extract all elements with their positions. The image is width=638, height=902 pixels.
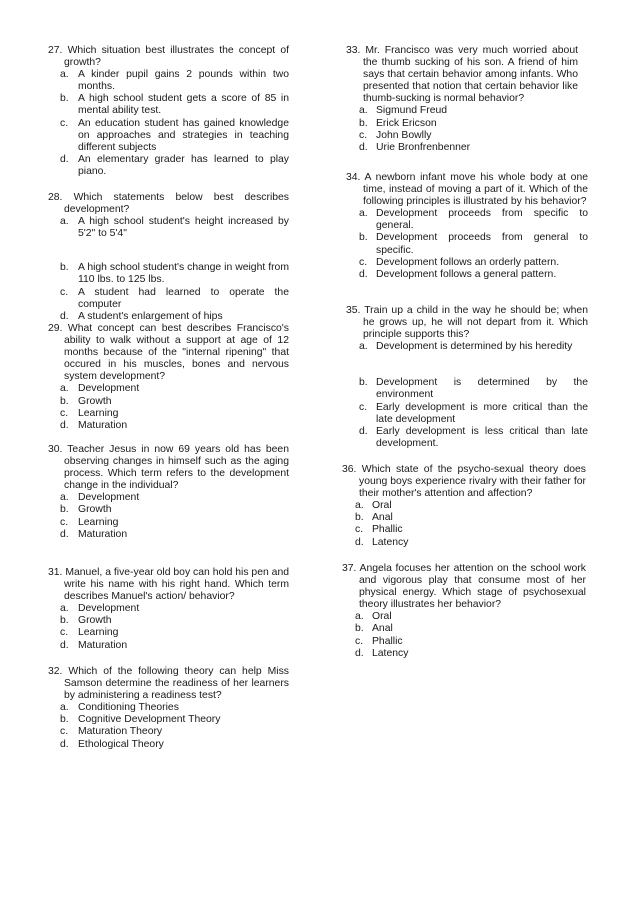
option-text: Development is determined by his heredity [376,341,573,353]
option-letter: d. [60,153,69,165]
option-letter: a. [60,702,69,714]
option-text: Development is determined by the environment [376,377,588,401]
option-letter: c. [60,117,69,129]
option-text: Ethological Theory [78,738,164,750]
option-text: Maturation Theory [78,726,163,738]
option-a[interactable] [48,216,289,240]
option-b[interactable] [342,512,586,524]
option-text: Oral [372,611,392,623]
option-letter: c. [359,256,368,268]
option-b[interactable] [48,93,289,117]
option-b[interactable] [346,118,578,130]
option-b[interactable] [346,232,588,256]
option-text: Maturation [78,419,128,431]
option-d[interactable] [346,269,588,281]
option-a[interactable] [342,500,586,512]
option-c[interactable] [342,524,586,536]
option-text: Growth [78,395,112,407]
option-letter: b. [60,714,69,726]
question-27 [48,45,289,178]
option-letter: c. [60,726,69,738]
option-text: Growth [78,615,112,627]
option-text: Urie Bronfrenbenner [376,141,471,153]
option-a[interactable] [346,105,578,117]
option-c[interactable] [48,517,289,529]
option-letter: a. [355,611,364,623]
option-c[interactable] [48,118,289,154]
option-letter: d. [60,639,69,651]
option-text: Development proceeds from general to specific. [376,232,588,256]
option-d[interactable] [48,420,289,432]
option-letter: a. [60,69,69,81]
option-b[interactable] [48,396,289,408]
option-text: Oral [372,500,392,512]
option-text: An education student has gained knowledge on approaches and strategies in teaching different subjects [78,117,289,153]
option-letter: c. [359,401,368,413]
option-text: Learning [78,627,119,639]
option-letter: b. [359,232,368,244]
option-text: Learning [78,407,119,419]
option-c[interactable] [48,287,289,311]
option-letter: d. [359,141,368,153]
option-c[interactable] [48,408,289,420]
question-30 [48,444,289,541]
option-c[interactable] [48,726,289,738]
option-text: Development [78,603,140,615]
option-d[interactable] [346,142,578,154]
option-d[interactable] [48,739,289,751]
question-stem: 32. Which of the following theory can help Miss Samson determine the readiness of her learners by administering a readiness test? [48,666,289,702]
option-a[interactable] [342,611,586,623]
option-letter: c. [60,627,69,639]
option-letter: b. [60,262,69,274]
option-c[interactable] [48,627,289,639]
option-letter: a. [359,105,368,117]
option-letter: b. [359,117,368,129]
option-text: Phallic [372,524,403,536]
question-stem: 29. What concept can best describes Francisco's ability to walk without a support at age of 12 months because of the "internal ripening" that occured in his muscles, bones and nervous system development? [48,323,289,383]
option-b[interactable] [48,504,289,516]
option-a[interactable] [48,492,289,504]
question-stem: 27. Which situation best illustrates the concept of growth? [48,45,289,69]
question-32 [48,666,289,751]
question-stem: 33. Mr. Francisco was very much worried about the thumb sucking of his son. A friend of him says that certain behavior among infants. Who presented that notion that certain behavior like thumb-sucking is normal behavior? [346,45,578,105]
option-text: Anal [372,512,393,524]
option-text: A student's enlargement of hips [78,310,223,322]
option-b[interactable] [342,623,586,635]
option-letter: c. [60,286,69,298]
option-text: A student had learned to operate the computer [78,286,289,310]
option-text: Maturation [78,528,128,540]
question-33 [346,45,578,154]
option-d[interactable] [48,311,289,323]
question-28 [48,192,289,323]
option-letter: c. [355,635,364,647]
question-stem: 35. Train up a child in the way he should be; when he grows up, he will not depart from it. Which principle supports this? [346,305,588,341]
option-a[interactable] [48,702,289,714]
option-letter: d. [355,647,364,659]
option-text: Learning [78,516,119,528]
option-text: Development [78,492,140,504]
option-letter: b. [355,512,364,524]
option-letter: c. [60,516,69,528]
option-letter: d. [60,310,69,322]
option-b[interactable] [346,377,588,401]
option-a[interactable] [346,208,588,232]
option-a[interactable] [48,603,289,615]
option-d[interactable] [48,154,289,178]
option-letter: a. [355,500,364,512]
option-letter: b. [359,377,368,389]
option-a[interactable] [346,341,588,353]
question-stem: 28. Which statements below best describes development? [48,192,289,216]
option-text: A high school student's change in weight from 110 lbs. to 125 lbs. [78,262,289,286]
option-text: Sigmund Freud [376,105,448,117]
option-b[interactable] [48,262,289,286]
option-d[interactable] [48,529,289,541]
option-letter: b. [60,93,69,105]
option-d[interactable] [48,640,289,652]
option-d[interactable] [342,648,586,660]
question-35 [346,305,588,450]
option-text: Erick Ericson [376,117,437,129]
option-letter: d. [355,536,364,548]
option-b[interactable] [48,615,289,627]
option-d[interactable] [342,537,586,549]
question-37 [342,563,586,660]
option-c[interactable] [346,257,588,269]
question-29 [48,323,289,432]
option-text: Development [78,383,140,395]
option-text: A kinder pupil gains 2 pounds within two months. [78,69,289,93]
option-letter: a. [60,216,69,228]
option-a[interactable] [48,383,289,395]
option-letter: b. [355,623,364,635]
option-text: An elementary grader has learned to play piano. [78,153,289,177]
option-d[interactable] [346,426,588,450]
option-text: John Bowlly [376,129,432,141]
option-text: Phallic [372,635,403,647]
question-36 [342,464,586,549]
option-letter: c. [359,129,368,141]
option-text: A high school student gets a score of 85 in mental ability test. [78,93,289,117]
option-letter: c. [60,407,69,419]
option-text: Maturation [78,639,128,651]
question-stem: 34. A newborn infant move his whole body at one time, instead of moving a part of it. Which of the following principles is illustrated by his behavior? [346,172,588,208]
option-letter: d. [60,528,69,540]
option-text: Development proceeds from specific to general. [376,208,588,232]
option-text: Development follows an orderly pattern. [376,256,560,268]
question-stem: 36. Which state of the psycho-sexual theory does young boys experience rivalry with their father for their mother's attention and affection? [342,464,586,500]
option-letter: b. [60,615,69,627]
question-stem: 37. Angela focuses her attention on the school work and vigorous play that consume most of her physical energy. Which stage of psychosexual theory illustrates her behavior? [342,563,586,611]
option-letter: d. [359,268,368,280]
option-text: Early development is more critical than the late development [376,401,588,425]
option-text: Latency [372,536,409,548]
option-text: Growth [78,504,112,516]
option-text: Early development is less critical than late development. [376,425,588,449]
option-b[interactable] [48,714,289,726]
question-31 [48,567,289,652]
option-letter: a. [60,492,69,504]
question-stem: 30. Teacher Jesus in now 69 years old has been observing changes in himself such as the aging process. Which term refers to the development change in the individual? [48,444,289,492]
option-text: Development follows a general pattern. [376,268,557,280]
option-letter: d. [359,425,368,437]
option-text: Conditioning Theories [78,702,179,714]
option-letter: a. [359,341,368,353]
option-text: Latency [372,647,409,659]
option-text: A high school student's height increased by 5'2" to 5'4" [78,216,289,240]
question-34 [346,172,588,281]
option-letter: b. [60,395,69,407]
option-letter: d. [60,738,69,750]
option-letter: b. [60,504,69,516]
question-stem: 31. Manuel, a five-year old boy can hold his pen and write his name with his right hand. Which term describes Manuel's action/ behavior? [48,567,289,603]
option-letter: d. [60,419,69,431]
option-letter: c. [355,524,364,536]
option-letter: a. [60,603,69,615]
option-c[interactable] [346,402,588,426]
option-text: Cognitive Development Theory [78,714,221,726]
option-letter: a. [60,383,69,395]
option-c[interactable] [342,636,586,648]
option-text: Anal [372,623,393,635]
option-letter: a. [359,208,368,220]
option-c[interactable] [346,130,578,142]
option-a[interactable] [48,69,289,93]
